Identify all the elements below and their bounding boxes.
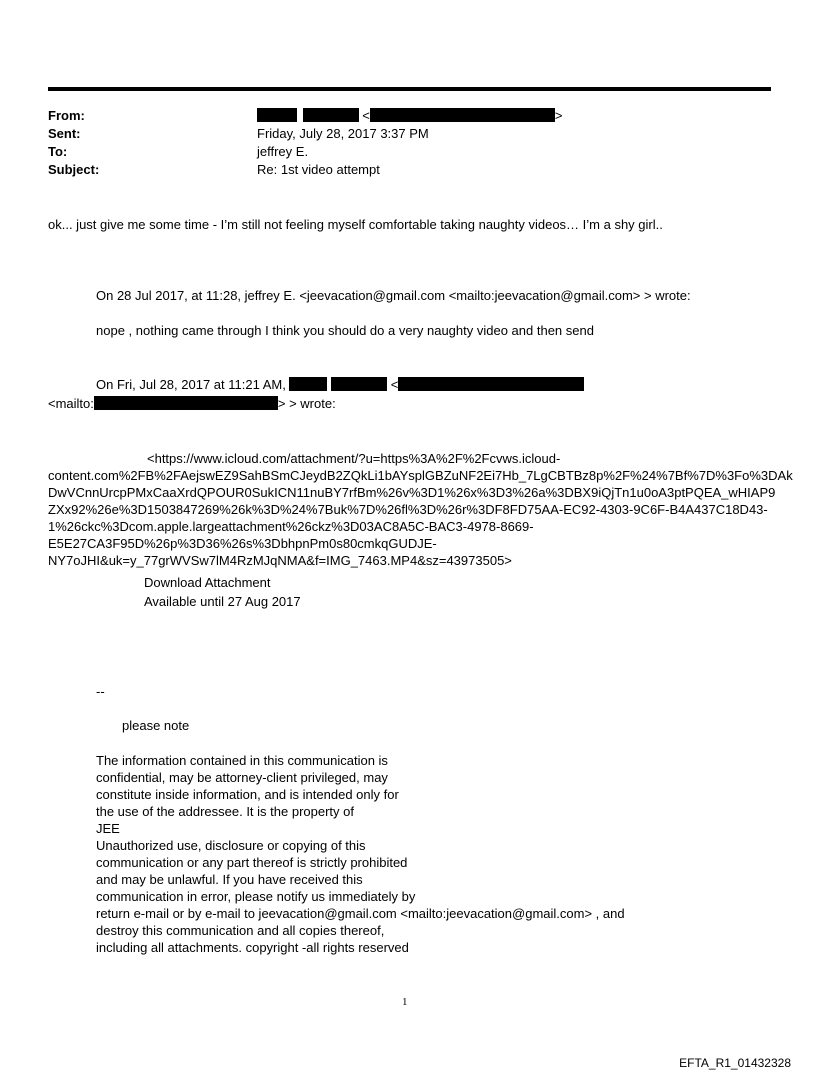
disclaimer-line: the use of the addressee. It is the property of [96, 804, 354, 819]
disclaimer [96, 752, 625, 956]
bates-number: EFTA_R1_01432328 [679, 1056, 791, 1070]
disclaimer-line: return e-mail or by e-mail to jeevacation@gmail.com <mailto:jeevacation@gmail.com> , and [96, 906, 625, 921]
disclaimer-line: confidential, may be attorney-client privileged, may [96, 770, 388, 785]
to-label: To: [48, 144, 68, 159]
link-line: 1%26ckc%3Dcom.apple.largeattachment%26ckz%3D03AC8A5C-BAC3-4978-8669- [48, 519, 534, 534]
from-value [257, 108, 562, 123]
link-line: <https://www.icloud.com/attachment/?u=https%3A%2F%2Fcvws.icloud- [147, 451, 561, 466]
redaction-block [94, 396, 278, 410]
redaction-block [331, 377, 387, 391]
disclaimer-line: destroy this communication and all copies thereof, [96, 923, 385, 938]
quote2-intro-text: On Fri, Jul 28, 2017 at 11:21 AM, [96, 377, 286, 392]
quote2-open-bracket: < [390, 377, 399, 392]
redaction-block [257, 108, 297, 122]
reply-text: ok... just give me some time - I’m still not feeling myself comfortable taking naughty videos… I’m a shy girl.. [48, 217, 663, 232]
disclaimer-line: communication or any part thereof is strictly prohibited [96, 855, 408, 870]
signature-dash: -- [96, 684, 105, 699]
subject-label: Subject: [48, 162, 100, 177]
redaction-block [370, 108, 555, 122]
quote2-wrote: > > wrote: [277, 396, 336, 411]
redaction-block [289, 377, 327, 391]
from-open-bracket: < [362, 108, 370, 123]
link-line: NY7oJHI&uk=y_77grWVSw7lM4RzMJqNMA&f=IMG_7463.MP4&sz=43973505> [48, 553, 512, 568]
link-line: E5E27CA3F95D%26p%3D36%26s%3DbhpnPm0s80cmkqGUDJE- [48, 536, 437, 551]
quote1-intro: On 28 Jul 2017, at 11:28, jeffrey E. <jeevacation@gmail.com <mailto:jeevacation@gmail.com> > wrote: [96, 288, 691, 303]
header-rule [48, 87, 771, 91]
quote1-text: nope , nothing came through I think you should do a very naughty video and then send [96, 323, 594, 338]
from-label: From: [48, 108, 85, 123]
redaction-block [398, 377, 584, 391]
disclaimer-line: and may be unlawful. If you have received this [96, 872, 363, 887]
download-attachment[interactable]: Download Attachment [144, 575, 271, 590]
disclaimer-line: including all attachments. copyright -all rights reserved [96, 940, 409, 955]
disclaimer-line: JEE [96, 821, 120, 836]
to-value: jeffrey E. [257, 144, 309, 159]
attachment-link[interactable] [48, 450, 793, 569]
page-number: 1 [402, 996, 408, 1008]
quote2-mailto-line [48, 395, 336, 413]
please-note: please note [122, 718, 190, 733]
sent-value: Friday, July 28, 2017 3:37 PM [257, 126, 429, 141]
disclaimer-line: communication in error, please notify us immediately by [96, 889, 416, 904]
sent-label: Sent: [48, 126, 81, 141]
link-line: ZXx92%26e%3D1503847269%26k%3D%24%7Buk%7D%26fl%3D%26r%3DF8FD75AA-EC92-4303-9C6F-B4A437C18D43- [48, 502, 768, 517]
from-close-bracket: > [554, 108, 563, 123]
quote2-mailto: <mailto: [48, 396, 94, 411]
subject-value: Re: 1st video attempt [257, 162, 380, 177]
redaction-block [303, 108, 359, 122]
disclaimer-line: constitute inside information, and is intended only for [96, 787, 399, 802]
disclaimer-line: Unauthorized use, disclosure or copying of this [96, 838, 366, 853]
available-until: Available until 27 Aug 2017 [144, 594, 301, 609]
link-line: content.com%2FB%2FAejswEZ9SahBSmCJeydB2ZQkLi1bAYsplGBZuNF2Ei7Hb_7LgCBTBz8p%2F%24%7Bf%7D%3Fo%3DAk [48, 468, 793, 483]
disclaimer-line: The information contained in this communication is [96, 753, 388, 768]
quote2-intro [96, 376, 584, 394]
link-line: DwVCnnUrcpPMxCaaXrdQPOUR0SukICN11nuBY7rfBm%26v%3D1%26x%3D3%26a%3DBX9iQjTn1u0oA3ptPQEA_wHIAP9 [48, 485, 776, 500]
